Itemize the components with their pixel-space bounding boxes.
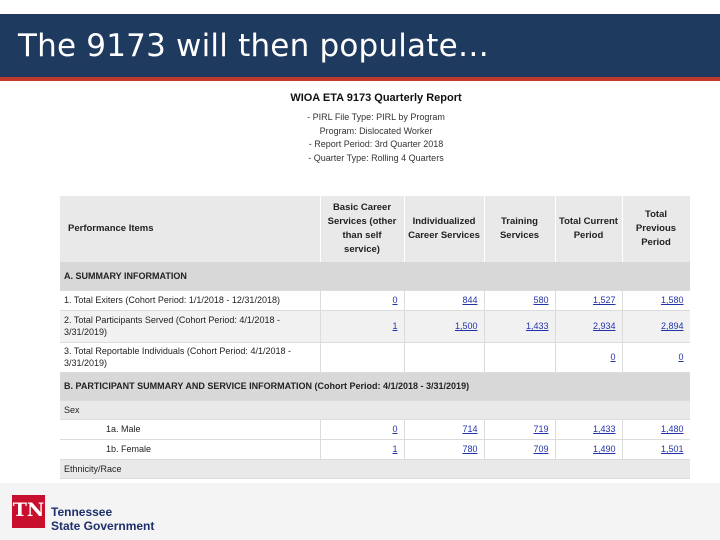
report-meta-program: Program: Dislocated Worker bbox=[319, 125, 433, 136]
report-header bbox=[200, 92, 552, 165]
section-row-participant-summary bbox=[60, 372, 690, 400]
cell-link[interactable]: 1,490 bbox=[592, 444, 616, 454]
cell-link[interactable]: 1 bbox=[392, 444, 398, 454]
table-row bbox=[60, 342, 690, 372]
cell-link[interactable]: 1 bbox=[392, 321, 398, 331]
group-row-ethnicity bbox=[60, 459, 690, 478]
report-title: WIOA ETA 9173 Quarterly Report bbox=[290, 92, 462, 104]
section-title-participant-summary: B. PARTICIPANT SUMMARY AND SERVICE INFORMATION (Cohort Period: 4/1/2018 - 3/31/2019) bbox=[60, 372, 690, 400]
cell-link[interactable]: 1,580 bbox=[660, 295, 684, 305]
report-meta-quarter-type: - Quarter Type: Rolling 4 Quarters bbox=[308, 152, 444, 163]
cell-link[interactable]: 844 bbox=[462, 295, 478, 305]
table-row bbox=[60, 439, 690, 459]
logo-line-2: State Government bbox=[51, 519, 155, 533]
table-row bbox=[60, 419, 690, 439]
logo-wordmark bbox=[51, 505, 154, 533]
cell-link[interactable]: 1,480 bbox=[660, 424, 684, 434]
cell-link[interactable]: 1,501 bbox=[660, 444, 684, 454]
logo-line-1: Tennessee bbox=[51, 505, 113, 519]
header-total-previous-period: Total Previous Period bbox=[622, 196, 690, 262]
row-label: 1a. Male bbox=[60, 419, 320, 439]
group-title-sex: Sex bbox=[60, 400, 690, 419]
section-title-summary: A. SUMMARY INFORMATION bbox=[60, 262, 690, 290]
header-total-current-period: Total Current Period bbox=[555, 196, 622, 262]
report-table-container[interactable] bbox=[60, 196, 690, 480]
cell-link[interactable]: 2,934 bbox=[592, 321, 616, 331]
table-row bbox=[60, 310, 690, 342]
tennessee-logo bbox=[12, 495, 45, 528]
report-meta-period: - Report Period: 3rd Quarter 2018 bbox=[308, 139, 444, 149]
section-row-summary bbox=[60, 262, 690, 290]
title-divider bbox=[0, 77, 720, 81]
cell-link[interactable]: 1,500 bbox=[454, 321, 478, 331]
cell-link[interactable]: 0 bbox=[392, 424, 398, 434]
cell-link[interactable]: 719 bbox=[533, 424, 549, 434]
group-row-sex bbox=[60, 400, 690, 419]
report-meta bbox=[200, 111, 552, 165]
cell-link[interactable]: 709 bbox=[533, 444, 549, 454]
cell-link[interactable]: 1,433 bbox=[592, 424, 616, 434]
report-table bbox=[60, 196, 690, 479]
slide-title: The 9173 will then populate… bbox=[18, 28, 490, 64]
cell-link[interactable]: 0 bbox=[392, 295, 398, 305]
cell-link[interactable]: 0 bbox=[678, 352, 684, 362]
slide-title-bar bbox=[0, 14, 720, 77]
cell-link[interactable]: 1,527 bbox=[592, 295, 616, 305]
cell-link[interactable]: 1,433 bbox=[525, 321, 549, 331]
header-training-services: Training Services bbox=[484, 196, 555, 262]
header-performance-items: Performance Items bbox=[60, 196, 320, 262]
logo-mark: TN bbox=[12, 499, 45, 521]
cell-link[interactable]: 2,894 bbox=[660, 321, 684, 331]
header-individualized-career-services: Individualized Career Services bbox=[404, 196, 484, 262]
cell-link[interactable]: 580 bbox=[533, 295, 549, 305]
row-label: 2. Total Participants Served (Cohort Period: 4/1/2018 - 3/31/2019) bbox=[60, 310, 320, 342]
table-header-row bbox=[60, 196, 690, 262]
row-label: 1b. Female bbox=[60, 439, 320, 459]
table-row bbox=[60, 290, 690, 310]
row-label: 3. Total Reportable Individuals (Cohort Period: 4/1/2018 - 3/31/2019) bbox=[60, 342, 320, 372]
cell-link[interactable]: 780 bbox=[462, 444, 478, 454]
row-label: 1. Total Exiters (Cohort Period: 1/1/2018 - 12/31/2018) bbox=[60, 290, 320, 310]
group-title-ethnicity: Ethnicity/Race bbox=[60, 459, 690, 478]
cell-link[interactable]: 0 bbox=[610, 352, 616, 362]
header-basic-career-services: Basic Career Services (other than self service) bbox=[320, 196, 404, 262]
cell-link[interactable]: 714 bbox=[462, 424, 478, 434]
report-meta-file-type: - PIRL File Type: PIRL by Program bbox=[307, 112, 445, 122]
